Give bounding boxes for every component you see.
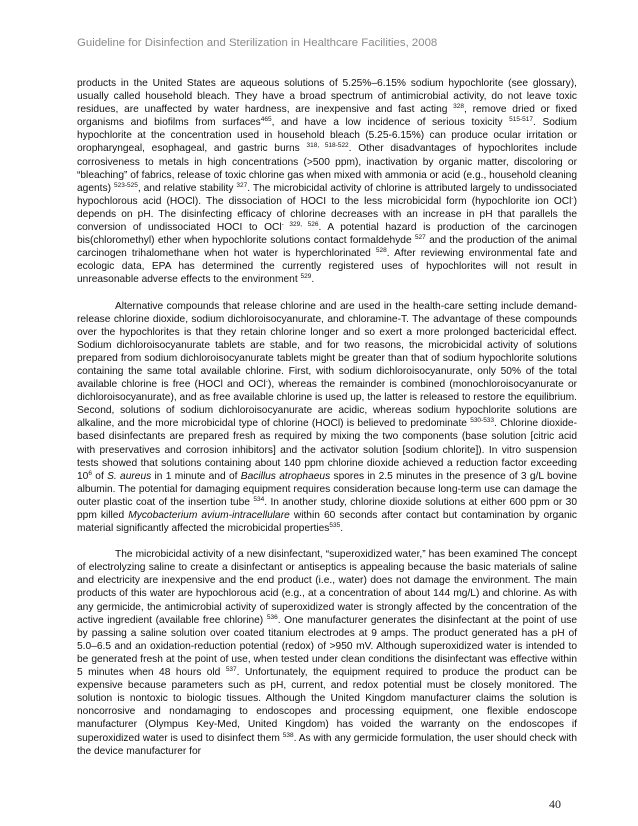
citation-superscript: 529 [300,273,312,281]
citation-superscript: - [265,378,268,386]
citation-superscript: 527 [414,234,426,242]
text-run: . After reviewing environmental fate and ecologic data, EPA has determined the currently registered uses of hypochlorites will not result in unreasonable adverse effects to the environment [77,248,577,286]
text-run: products in the United States are aqueous solutions of 5.25%–6.15% sodium hypochlorite (see glossary), usually called household bleach. They have a broad spectrum of antimicrobial activity, do not leave toxic residues, are unaffected by water hardness, are inexpensive and fast acting [77,78,577,116]
citation-superscript: - 329, 526 [281,221,319,229]
text-run: . One manufacturer generates the disinfectant at the point of use by passing a saline solution over coated titanium electrodes at 9 amps. The product generated has a pH of 5.0–6.5 and an oxidation-reduction potential (redox) of >950 mV. Although superoxidized water is intended to be generated fresh at the point of use, when tested under clean conditions the disinfectant was effective within 5 minutes when 48 hours old [77,614,577,679]
paragraph [77,548,577,758]
text-run: . [340,523,344,535]
citation-superscript: 536 [266,613,278,621]
text-run: , remove dried or fixed organisms and biofilms from surfaces [77,104,577,129]
text-run: . Other disadvantages of hypochlorites include corrosiveness to metals in high concentrations (>500 ppm), inactivation by organic matter, discoloring or “bleaching” of fabrics, release of toxic chlorine gas when mixed with ammonia or acid (e.g., household cleaning agents) [77,143,578,194]
text-run: . A potential hazard is production of the carcinogen bis(chloromethyl) ether when hypochlorite solutions contact formaldehyde [77,222,577,247]
text-run: of [91,470,108,482]
text-run: . [311,274,315,286]
text-run: , and have a low incidence of serious toxicity [271,117,510,129]
body-text [77,77,577,771]
text-run: ) depends on pH. The disinfecting efficacy of chlorine decreases with an increase in pH that parallels the conversion of undissociated HOCI to OCl [77,195,577,234]
text-run: Alternative compounds that release chlorine and are used in the health-care setting include demand-release chlorine dioxide, sodium dichloroisocyanurate, and chloramine-T. The advantage of these compounds over the hypochlorites is that they retain chlorine longer and so exert a more prolonged bactericidal effect. Sodium dichloroisocyanurate tablets are stable, and for two reasons, the microbicidal activity of solutions prepared from sodium dichloroisocyanurate tablets might be greater than that of sodium hypochlorite solutions containing the same total available chlorine. First, with sodium dichloroisocyanurate, only 50% of the total available chlorine is free (HOCl and OCl [77,300,577,391]
citation-superscript: 535 [329,522,341,530]
citation-superscript: 528 [375,247,387,255]
text-run: . In another study, chlorine dioxide solutions at either 600 ppm or 30 ppm killed [77,496,577,521]
text-run: . As with any germicide formulation, the user should check with the device manufacturer for [77,732,577,757]
citation-superscript: 465 [260,116,272,124]
citation-superscript: 523-525 [113,181,138,189]
text-run: within 60 seconds after contact but contamination by organic material significantly affected the microbicidal properties [77,510,577,535]
running-header: Guideline for Disinfection and Sterilization in Healthcare Facilities, 2008 [77,37,438,49]
citation-superscript: 530-533 [470,417,495,425]
text-run: . Chlorine dioxide-based disinfectants are prepared fresh as required by mixing the two components (base solution [citric acid with preservatives and corrosion inhibitors] and the activator solution [sodium chlorite]). In vitro suspension tests showed that solutions containing about 140 ppm chlorine dioxide achieved a reduction factor exceeding 10 [77,418,577,482]
citation-superscript: 6 [88,469,92,477]
text-run: and the production of the animal carcinogen trihalomethane when hot water is hyperchlorinated [77,235,577,260]
citation-superscript: 534 [253,495,265,503]
citation-superscript: 327 [236,181,248,189]
citation-superscript: 515-517 [509,116,534,124]
italic-term: S. aureus [107,470,152,482]
text-run: . Unfortunately, the equipment required to produce the product can be expensive because parameters such as pH, current, and redox potential must be closely monitored. The solution is nontoxic to biologic tissues. Although the United Kingdom manufacturer claims the solution is noncorrosive and nondamaging to endoscopes and processing equipment, one flexible endoscope manufacturer (Olympus Key-Med, United Kingdom) has voided the warranty on the endoscopes if superoxidized water is used to disinfect them [77,667,577,744]
page-number: 40 [549,797,561,811]
italic-term: Bacillus atrophaeus [240,470,331,482]
text-run: The microbicidal activity of a new disinfectant, “superoxidized water,” has been examined The concept of electrolyzing saline to create a disinfectant or antiseptics is appealing because the basic materials of saline and electricity are inexpensive and the end product (i.e., water) does not damage the environment. The main products of this water are hypochlorous acid (e.g., at a concentration of about 144 mg/L) and chlorine. As with any germicide, the antimicrobial activity of superoxidized water is strongly affected by the concentration of the active ingredient (available free chlorine) [77,549,577,626]
text-run: spores in 2.5 minutes in the presence of 3 g/L bovine albumin. The potential for damaging equipment requires consideration because long-term use can damage the outer plastic coat of the insertion tube [77,470,577,508]
paragraph [77,77,577,287]
text-run: . Sodium hypochlorite at the concentration used in household bleach (5.25-6.15%) can produce ocular irritation or oropharyngeal, esophageal, and gastric burns [77,117,577,155]
italic-term: Mycobacterium avium-intracellulare [128,510,290,521]
citation-superscript: 328 [453,103,464,111]
text-run: . The microbicidal activity of chlorine is attributed largely to undissociated hypochlorous acid (HOCl). The dissociation of HOCI to the less microbicidal form (hypochlorite ion OCl [77,182,578,207]
citation-superscript: 537 [225,666,237,674]
text-run: ), whereas the remainder is combined (monochloroisocyanurate or dichloroisocyanurate), and as free available chlorine is used up, the latter is released to restore the equilibrium. Second, solutions of sodium dichloroisocyanurate are acidic, whereas sodium hypochlorite solutions are alkaline, and the more microbicidal type of chlorine (HOCl) is believed to predominate [77,379,578,430]
text-run: , and relative stability [137,182,237,194]
citation-superscript: 538 [282,731,294,739]
citation-superscript: - [571,194,574,202]
citation-superscript: 318, 518-522 [306,142,349,150]
paragraph [77,300,577,536]
text-run: in 1 minute and of [151,470,241,482]
